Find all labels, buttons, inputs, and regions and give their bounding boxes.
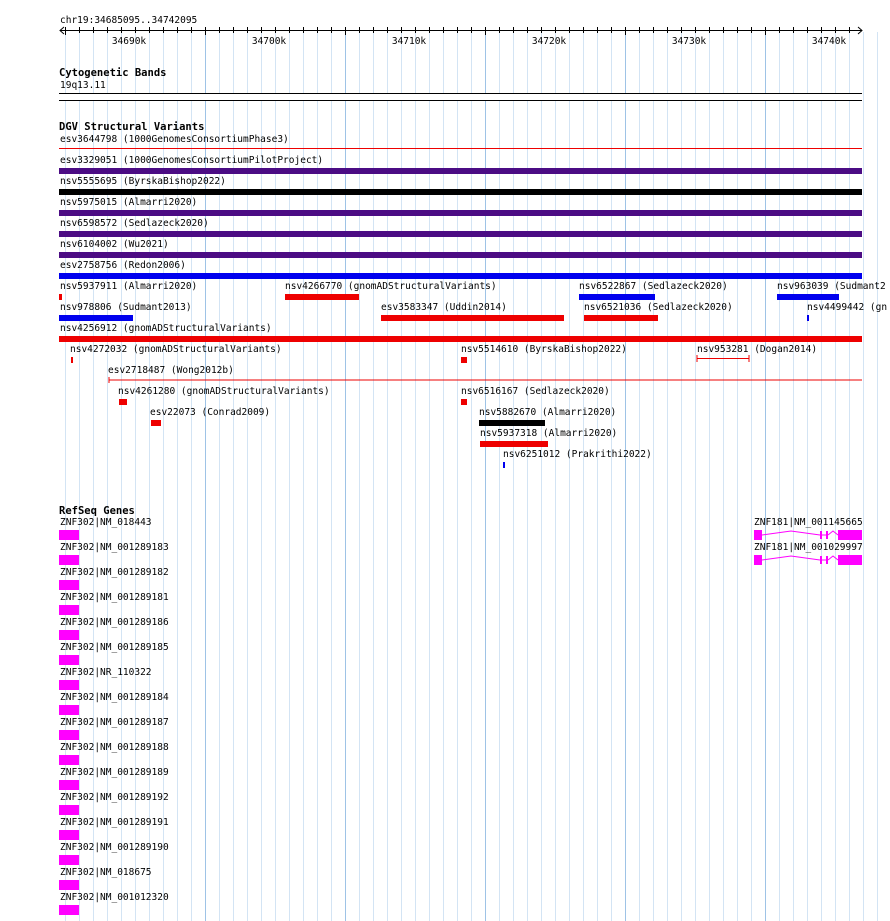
gene-model-znf302[interactable] (59, 880, 79, 890)
dgv-label-nsv6104002: nsv6104002 (Wu2021) (60, 239, 169, 250)
dgv-bar-nsv4256912[interactable] (59, 336, 862, 342)
cytoband-label: 19q13.11 (60, 80, 106, 91)
gene-label-znf302: ZNF302|NM_001289189 (60, 767, 169, 778)
dgv-bar-nsv6251012[interactable] (503, 462, 505, 468)
gene-label-znf181-2: ZNF181|NM_001029997 (754, 542, 863, 553)
dgv-bar-nsv6104002[interactable] (59, 252, 862, 258)
cytoband-bar[interactable] (59, 93, 862, 101)
dgv-label-esv22073: esv22073 (Conrad2009) (150, 407, 271, 418)
dgv-bar-nsv953281[interactable] (696, 355, 752, 363)
gene-label-znf302: ZNF302|NM_001289185 (60, 642, 169, 653)
gene-model-znf302[interactable] (59, 655, 79, 665)
gene-model-znf302[interactable] (59, 555, 79, 565)
ruler-tick-label: 34690k (111, 36, 147, 47)
dgv-label-esv3329051: esv3329051 (1000GenomesConsortiumPilotProject) (60, 155, 324, 166)
gene-model-znf302[interactable] (59, 855, 79, 865)
dgv-label-nsv5937318: nsv5937318 (Almarri2020) (480, 428, 618, 439)
dgv-label-nsv963039: nsv963039 (Sudmant2 (777, 281, 886, 292)
dgv-bar-esv2758756[interactable] (59, 273, 862, 279)
gene-model-znf302[interactable] (59, 680, 79, 690)
dgv-bar-nsv4266770[interactable] (285, 294, 359, 300)
gene-label-znf302: ZNF302|NM_001289188 (60, 742, 169, 753)
dgv-bar-nsv6516167[interactable] (461, 399, 467, 405)
dgv-bar-nsv4499442[interactable] (807, 315, 809, 321)
dgv-label-esv3583347: esv3583347 (Uddin2014) (381, 302, 507, 313)
ruler-tick-label: 34710k (391, 36, 427, 47)
gene-model-znf302[interactable] (59, 705, 79, 715)
gene-label-znf302: ZNF302|NM_001289190 (60, 842, 169, 853)
dgv-track-title: DGV Structural Variants (59, 121, 205, 133)
gene-label-znf302: ZNF302|NM_001012320 (60, 892, 169, 903)
dgv-bar-esv3583347[interactable] (381, 315, 564, 321)
gene-model-znf302[interactable] (59, 630, 79, 640)
ruler[interactable] (0, 26, 890, 48)
dgv-label-nsv6516167: nsv6516167 (Sedlazeck2020) (461, 386, 610, 397)
dgv-label-nsv6251012: nsv6251012 (Prakrithi2022) (503, 449, 652, 460)
gene-model-znf302[interactable] (59, 780, 79, 790)
dgv-label-nsv4261280: nsv4261280 (gnomADStructuralVariants) (118, 386, 330, 397)
gene-model-znf302[interactable] (59, 905, 79, 915)
dgv-label-nsv4256912: nsv4256912 (gnomADStructuralVariants) (60, 323, 272, 334)
dgv-label-nsv5555695: nsv5555695 (ByrskaBishop2022) (60, 176, 226, 187)
dgv-bar-esv22073[interactable] (151, 420, 161, 426)
dgv-bar-nsv5514610[interactable] (461, 357, 467, 363)
dgv-label-esv2758756: esv2758756 (Redon2006) (60, 260, 186, 271)
gene-model-znf302[interactable] (59, 605, 79, 615)
gene-label-znf302: ZNF302|NM_018443 (60, 517, 152, 528)
gene-model-znf302[interactable] (59, 755, 79, 765)
dgv-label-nsv6521036: nsv6521036 (Sedlazeck2020) (584, 302, 733, 313)
dgv-label-nsv5514610: nsv5514610 (ByrskaBishop2022) (461, 344, 627, 355)
dgv-bar-nsv4272032[interactable] (71, 357, 73, 363)
dgv-label-nsv5882670: nsv5882670 (Almarri2020) (479, 407, 617, 418)
gene-model-znf302[interactable] (59, 805, 79, 815)
dgv-label-nsv978806: nsv978806 (Sudmant2013) (60, 302, 192, 313)
ruler-tick-label: 34730k (671, 36, 707, 47)
dgv-bar-nsv5937911[interactable] (59, 294, 62, 300)
dgv-label-nsv6598572: nsv6598572 (Sedlazeck2020) (60, 218, 209, 229)
dgv-bar-nsv6598572[interactable] (59, 231, 862, 237)
gene-model-znf302[interactable] (59, 530, 79, 540)
dgv-label-esv3644798: esv3644798 (1000GenomesConsortiumPhase3) (60, 134, 289, 145)
dgv-bar-nsv6522867[interactable] (579, 294, 655, 300)
dgv-label-nsv5975015: nsv5975015 (Almarri2020) (60, 197, 198, 208)
dgv-bar-nsv4261280[interactable] (119, 399, 127, 405)
locus-label: chr19:34685095..34742095 (60, 15, 198, 26)
gene-label-znf302: ZNF302|NM_001289182 (60, 567, 169, 578)
gene-label-znf181-1: ZNF181|NM_001145665 (754, 517, 863, 528)
ruler-tick-label: 34740k (811, 36, 847, 47)
ruler-tick-label: 34700k (251, 36, 287, 47)
dgv-label-nsv6522867: nsv6522867 (Sedlazeck2020) (579, 281, 728, 292)
dgv-label-esv2718487: esv2718487 (Wong2012b) (108, 365, 234, 376)
dgv-bar-esv3644798[interactable] (59, 148, 862, 149)
gene-model-znf181-2[interactable] (754, 555, 864, 565)
cytoband-track-title: Cytogenetic Bands (59, 67, 167, 79)
gene-label-znf302: ZNF302|NM_001289181 (60, 592, 169, 603)
dgv-label-nsv953281: nsv953281 (Dogan2014) (697, 344, 818, 355)
dgv-label-nsv5937911: nsv5937911 (Almarri2020) (60, 281, 198, 292)
ruler-tick-label: 34720k (531, 36, 567, 47)
gene-label-znf302: ZNF302|NM_018675 (60, 867, 152, 878)
dgv-bar-nsv5882670[interactable] (479, 420, 545, 426)
gene-model-znf181-1[interactable] (754, 530, 864, 540)
dgv-bar-nsv6521036[interactable] (584, 315, 658, 321)
gene-label-znf302: ZNF302|NM_001289191 (60, 817, 169, 828)
gene-label-znf302: ZNF302|NM_001289184 (60, 692, 169, 703)
refseq-track-title: RefSeq Genes (59, 505, 135, 517)
gene-model-znf302[interactable] (59, 580, 79, 590)
dgv-label-nsv4499442: nsv4499442 (gn (807, 302, 888, 313)
gene-model-znf302[interactable] (59, 730, 79, 740)
dgv-bar-nsv5975015[interactable] (59, 210, 862, 216)
dgv-bar-esv3329051[interactable] (59, 168, 862, 174)
gene-label-znf302: ZNF302|NM_001289186 (60, 617, 169, 628)
gene-label-znf302: ZNF302|NM_001289183 (60, 542, 169, 553)
gene-model-znf302[interactable] (59, 830, 79, 840)
gene-label-znf302: ZNF302|NR_110322 (60, 667, 152, 678)
dgv-bar-nsv5937318[interactable] (480, 441, 548, 447)
gene-label-znf302: ZNF302|NM_001289192 (60, 792, 169, 803)
dgv-label-nsv4266770: nsv4266770 (gnomADStructuralVariants) (285, 281, 497, 292)
gene-label-znf302: ZNF302|NM_001289187 (60, 717, 169, 728)
dgv-bar-nsv963039[interactable] (777, 294, 839, 300)
dgv-bar-esv2718487[interactable] (108, 376, 864, 384)
dgv-bar-nsv978806[interactable] (59, 315, 133, 321)
dgv-bar-nsv5555695[interactable] (59, 189, 862, 195)
dgv-label-nsv4272032: nsv4272032 (gnomADStructuralVariants) (70, 344, 282, 355)
